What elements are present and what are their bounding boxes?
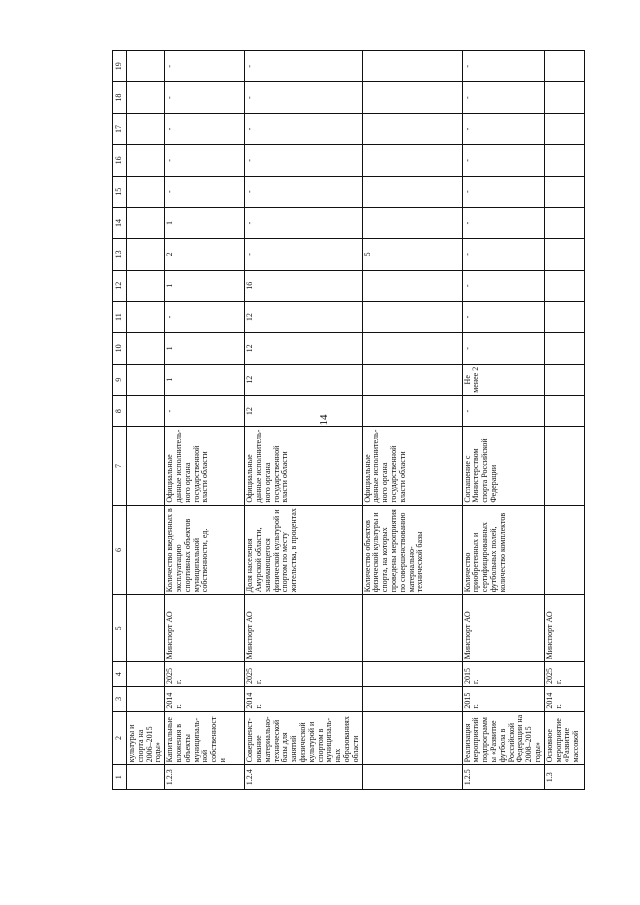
table-cell	[362, 145, 462, 176]
table-cell: культуры и спорта на 2006–2015 годы»	[127, 711, 165, 765]
table-cell	[127, 505, 165, 595]
table-cell	[127, 239, 165, 270]
table-cell	[127, 687, 165, 712]
table-cell: Доля населения Амурской области, занимающегося физической культурой и спортом по месту жительства, в процентах	[245, 505, 362, 595]
table-cell: 12	[245, 364, 362, 395]
table-cell: -	[245, 176, 362, 207]
table-cell: Количество введенных в эксплуатацию спортивных объектов муниципальной собственности, ед.	[165, 505, 245, 595]
table-cell: 5	[362, 239, 462, 270]
table-cell	[544, 176, 584, 207]
column-number-header: 8	[113, 395, 127, 426]
table-cell	[127, 765, 165, 790]
table-cell: Минспорт АО	[544, 595, 584, 662]
table-cell	[544, 505, 584, 595]
table-cell: -	[165, 145, 245, 176]
table-cell: -	[462, 82, 544, 113]
table-cell	[127, 333, 165, 364]
table-cell	[544, 113, 584, 144]
table-cell: 2	[165, 239, 245, 270]
table-cell: Соглашение с Министерством спорта Российской Федерации	[462, 427, 544, 505]
table-cell	[544, 301, 584, 332]
table-cell: 1	[165, 333, 245, 364]
header-row	[113, 51, 127, 790]
table-cell	[544, 82, 584, 113]
table-cell: -	[462, 145, 544, 176]
table-cell: 12	[245, 301, 362, 332]
table-cell: 2025 г.	[245, 662, 362, 687]
column-number-header: 12	[113, 270, 127, 301]
table-cell	[544, 427, 584, 505]
table-cell	[544, 239, 584, 270]
table-cell	[362, 176, 462, 207]
table-cell: 1.2.5	[462, 765, 544, 790]
column-number-header: 18	[113, 82, 127, 113]
table-cell	[362, 333, 462, 364]
table-cell	[127, 113, 165, 144]
column-number-header: 15	[113, 176, 127, 207]
table-cell: 16	[245, 270, 362, 301]
table-cell	[544, 51, 584, 83]
table-cell	[544, 145, 584, 176]
table-cell: 2015 г.	[462, 687, 544, 712]
table-cell: -	[462, 207, 544, 238]
table-cell	[362, 395, 462, 426]
table-cell: Минспорт АО	[165, 595, 245, 662]
table-cell: -	[165, 113, 245, 144]
table-cell: Официальные данные исполнитель-ного органа государственной власти области	[165, 427, 245, 505]
table-cell	[362, 765, 462, 790]
table-cell: -	[165, 176, 245, 207]
table-cell: -	[245, 207, 362, 238]
table-cell	[362, 82, 462, 113]
table-cell: Минспорт АО	[245, 595, 362, 662]
table-cell: -	[165, 82, 245, 113]
column-number-header: 6	[113, 505, 127, 595]
table-cell: Минспорт АО	[462, 595, 544, 662]
table-cell	[544, 207, 584, 238]
column-number-header: 10	[113, 333, 127, 364]
measures-table	[112, 50, 585, 790]
table-cell: -	[245, 51, 362, 83]
table-cell: 1	[165, 364, 245, 395]
column-number-header: 14	[113, 207, 127, 238]
table-cell	[362, 51, 462, 83]
table-cell: 12	[245, 395, 362, 426]
table-cell: 1.2.3	[165, 765, 245, 790]
table-cell	[544, 395, 584, 426]
table-cell: 12	[245, 333, 362, 364]
table-cell: -	[245, 82, 362, 113]
table-cell: Основное мероприятие «Развитие массовой	[544, 711, 584, 765]
table-cell: -	[165, 301, 245, 332]
table-cell: -	[462, 270, 544, 301]
table-cell	[362, 687, 462, 712]
table-cell: 2025 г.	[544, 662, 584, 687]
column-number-header: 2	[113, 711, 127, 765]
table-cell: 1.2.4	[245, 765, 362, 790]
table-cell: 1	[165, 270, 245, 301]
column-number-header: 3	[113, 687, 127, 712]
table-cell	[362, 113, 462, 144]
table-cell: -	[462, 301, 544, 332]
table-cell	[127, 207, 165, 238]
table-cell: 2015 г.	[462, 662, 544, 687]
table-row	[165, 51, 245, 790]
column-number-header: 9	[113, 364, 127, 395]
table-viewport	[112, 50, 581, 790]
table-cell	[127, 301, 165, 332]
table-cell: -	[245, 113, 362, 144]
column-number-header: 13	[113, 239, 127, 270]
table-cell	[544, 364, 584, 395]
table-cell: -	[462, 176, 544, 207]
table-cell: Официальные данные исполнитель-ного органа государственной власти области	[245, 427, 362, 505]
table-cell	[127, 270, 165, 301]
column-number-header: 7	[113, 427, 127, 505]
column-number-header: 4	[113, 662, 127, 687]
table-cell: -	[245, 239, 362, 270]
table-cell: -	[245, 145, 362, 176]
table-row	[544, 51, 584, 790]
table-cell	[127, 82, 165, 113]
table-cell: 1.3	[544, 765, 584, 790]
column-number-header: 1	[113, 765, 127, 790]
table-cell: 1	[165, 207, 245, 238]
table-cell: 2025 г.	[165, 662, 245, 687]
table-cell: -	[462, 239, 544, 270]
table-cell: 2014 г.	[544, 687, 584, 712]
table-cell: Не менее 2	[462, 364, 544, 395]
column-number-header: 5	[113, 595, 127, 662]
table-cell	[362, 270, 462, 301]
table-cell	[362, 364, 462, 395]
table-row	[127, 51, 165, 790]
table-cell	[362, 301, 462, 332]
table-cell	[544, 270, 584, 301]
table-cell	[127, 145, 165, 176]
table-cell: Совершенст-вование материально-технической базы для занятий физической культурой и спортом в муниципаль-ных образованиях области	[245, 711, 362, 765]
table-cell: -	[165, 51, 245, 83]
table-cell: Количество объектов физической культуры и спорта, на которых проведены мероприятия по совершенствованию материально-технической базы	[362, 505, 462, 595]
rotated-table-container	[112, 50, 581, 790]
table-cell: Реализация мероприятий подпрограммы «Развитие футбола в Российской Федерации на 2008–2015 годы»	[462, 711, 544, 765]
table-cell: Официальные данные исполнитель-ного органа государственной власти области	[362, 427, 462, 505]
table-cell	[362, 662, 462, 687]
table-cell	[362, 207, 462, 238]
table-cell: Капитальные вложения в объекты муниципаль-ной собственности	[165, 711, 245, 765]
table-cell: Количество приобретенных и сертифицированных футбольных полей, количество комплектов	[462, 505, 544, 595]
table-cell	[127, 176, 165, 207]
table-row	[245, 51, 362, 790]
column-number-header: 19	[113, 51, 127, 83]
table-cell	[544, 333, 584, 364]
table-cell: -	[462, 333, 544, 364]
table-cell: 2014 г.	[165, 687, 245, 712]
table-cell: -	[462, 113, 544, 144]
table-cell: -	[165, 395, 245, 426]
table-cell	[127, 395, 165, 426]
table-cell	[127, 51, 165, 83]
table-cell: -	[462, 51, 544, 83]
table-cell	[127, 427, 165, 505]
page-number: 14	[318, 414, 330, 426]
table-cell	[362, 711, 462, 765]
table-cell	[127, 364, 165, 395]
column-number-header: 11	[113, 301, 127, 332]
column-number-header: 17	[113, 113, 127, 144]
table-cell: -	[462, 395, 544, 426]
table-cell	[362, 595, 462, 662]
table-row	[462, 51, 544, 790]
table-cell	[127, 595, 165, 662]
table-body	[113, 51, 585, 790]
table-cell: 2014 г.	[245, 687, 362, 712]
column-number-header: 16	[113, 145, 127, 176]
table-cell	[127, 662, 165, 687]
table-row	[362, 51, 462, 790]
